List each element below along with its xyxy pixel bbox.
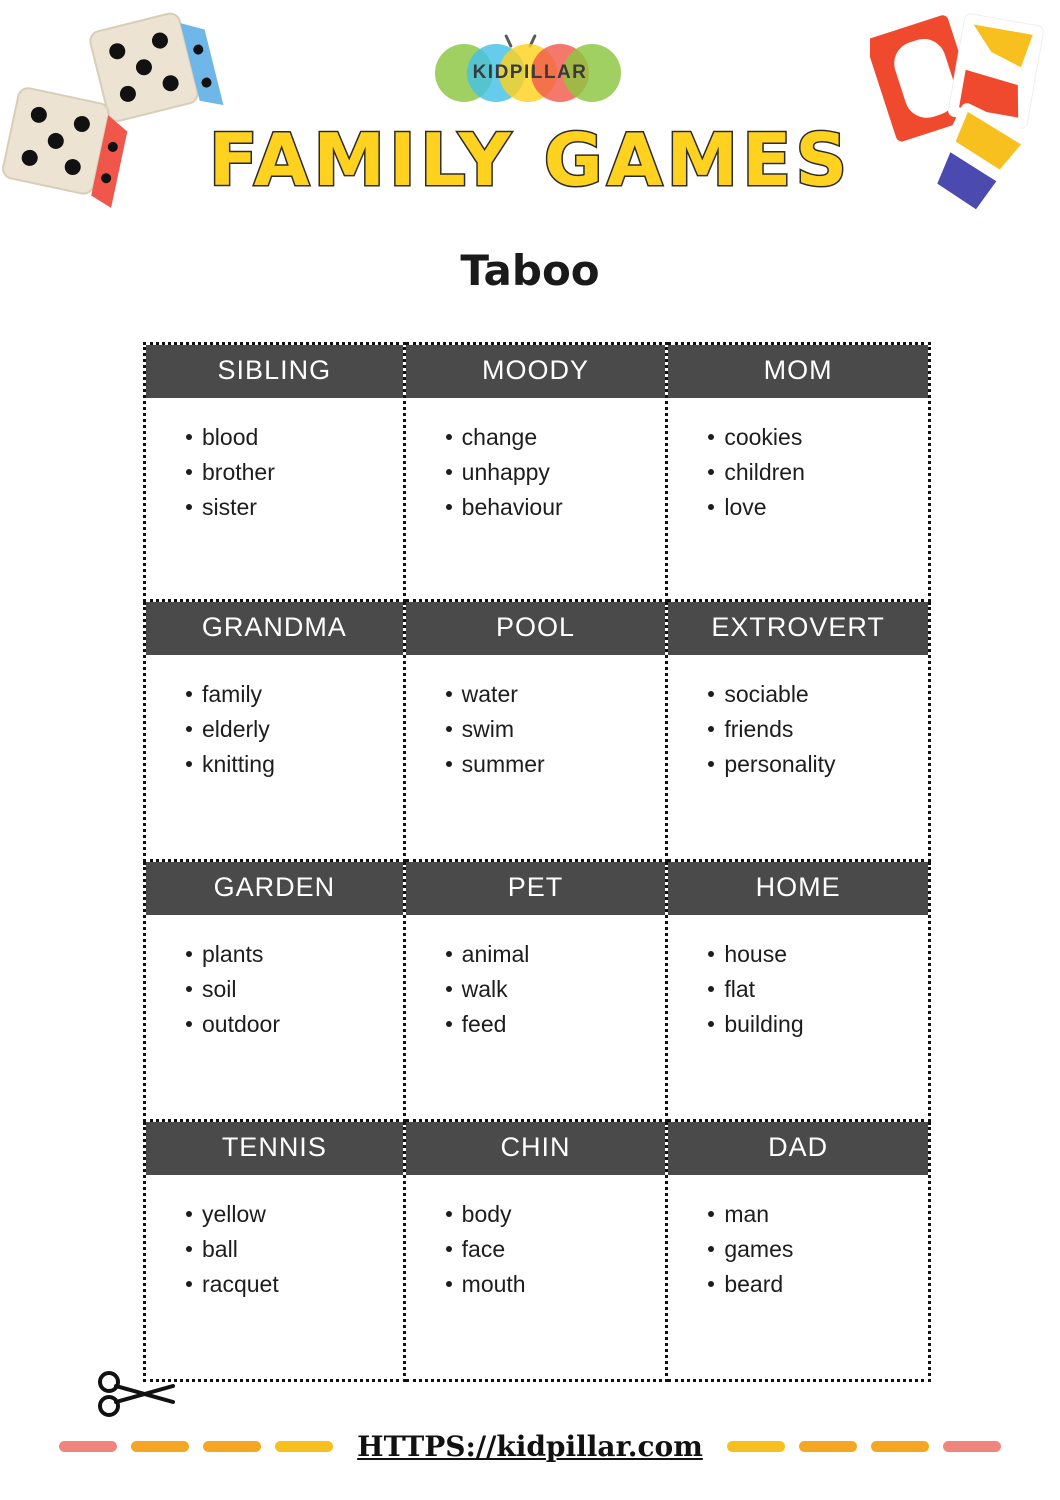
footer-dash [131,1441,189,1452]
taboo-clue-item: sister [202,490,403,525]
taboo-clue-item: cookies [724,420,928,455]
footer-dash [943,1441,1001,1452]
taboo-clue-item: plants [202,937,403,972]
taboo-clue-item: ball [202,1232,403,1267]
footer-dash [727,1441,785,1452]
taboo-card [143,862,406,1122]
taboo-clue-item: building [724,1007,928,1042]
taboo-card [406,862,669,1122]
taboo-card-clues [668,915,928,1119]
taboo-card [406,602,669,862]
logo-text: KIDPILLAR [472,62,588,83]
taboo-clue-item: face [462,1232,666,1267]
taboo-card-clues [406,398,666,599]
taboo-clue-item: family [202,677,403,712]
taboo-clue-item: elderly [202,712,403,747]
taboo-clue-item: yellow [202,1197,403,1232]
brand-logo [0,34,1060,114]
taboo-clue-item: walk [462,972,666,1007]
taboo-clue-item: outdoor [202,1007,403,1042]
taboo-card-clues [668,1175,928,1379]
taboo-card-clues [146,1175,403,1379]
taboo-card-word: MOODY [406,345,666,398]
footer [0,1426,1060,1466]
taboo-card-word: EXTROVERT [668,602,928,655]
footer-dash [203,1441,261,1452]
taboo-clue-item: unhappy [462,455,666,490]
page-subtitle: Taboo [460,246,600,295]
taboo-card-word: HOME [668,862,928,915]
footer-dash [799,1441,857,1452]
taboo-card-word: GRANDMA [146,602,403,655]
footer-dash [871,1441,929,1452]
taboo-clue-item: racquet [202,1267,403,1302]
taboo-card-word: DAD [668,1122,928,1175]
taboo-clue-item: friends [724,712,928,747]
taboo-card-clues [146,398,403,599]
taboo-clue-item: knitting [202,747,403,782]
taboo-card [406,1122,669,1382]
taboo-clue-item: personality [724,747,928,782]
taboo-card-clues [146,655,403,859]
footer-dash [59,1441,117,1452]
taboo-clue-item: animal [462,937,666,972]
taboo-card-word: POOL [406,602,666,655]
taboo-card-clues [668,655,928,859]
taboo-card-word: PET [406,862,666,915]
taboo-clue-item: behaviour [462,490,666,525]
taboo-clue-item: mouth [462,1267,666,1302]
taboo-card-word: TENNIS [146,1122,403,1175]
taboo-clue-item: sociable [724,677,928,712]
footer-dash [275,1441,333,1452]
taboo-card-word: MOM [668,345,928,398]
taboo-card-clues [406,655,666,859]
taboo-clue-item: games [724,1232,928,1267]
taboo-card [668,342,931,602]
taboo-card [406,342,669,602]
taboo-card-word: SIBLING [146,345,403,398]
taboo-card-clues [406,1175,666,1379]
taboo-card [668,1122,931,1382]
taboo-clue-item: summer [462,747,666,782]
taboo-clue-item: blood [202,420,403,455]
scissors-icon [95,1368,185,1418]
taboo-clue-item: change [462,420,666,455]
taboo-card [143,1122,406,1382]
taboo-clue-item: children [724,455,928,490]
taboo-card-word: GARDEN [146,862,403,915]
taboo-clue-item: beard [724,1267,928,1302]
taboo-clue-item: soil [202,972,403,1007]
footer-url-link[interactable]: HTTPS://kidpillar.com [357,1429,703,1463]
taboo-card-grid [143,342,931,1382]
page-title: FAMILY GAMES [208,118,852,202]
taboo-clue-item: love [724,490,928,525]
taboo-card-clues [668,398,928,599]
taboo-card [143,602,406,862]
taboo-clue-item: body [462,1197,666,1232]
taboo-card [668,862,931,1122]
taboo-clue-item: house [724,937,928,972]
taboo-clue-item: feed [462,1007,666,1042]
taboo-clue-item: flat [724,972,928,1007]
taboo-clue-item: swim [462,712,666,747]
taboo-clue-item: man [724,1197,928,1232]
taboo-clue-item: brother [202,455,403,490]
taboo-clue-item: water [462,677,666,712]
taboo-card [143,342,406,602]
taboo-card-word: CHIN [406,1122,666,1175]
taboo-card-clues [146,915,403,1119]
taboo-card [668,602,931,862]
taboo-card-clues [406,915,666,1119]
